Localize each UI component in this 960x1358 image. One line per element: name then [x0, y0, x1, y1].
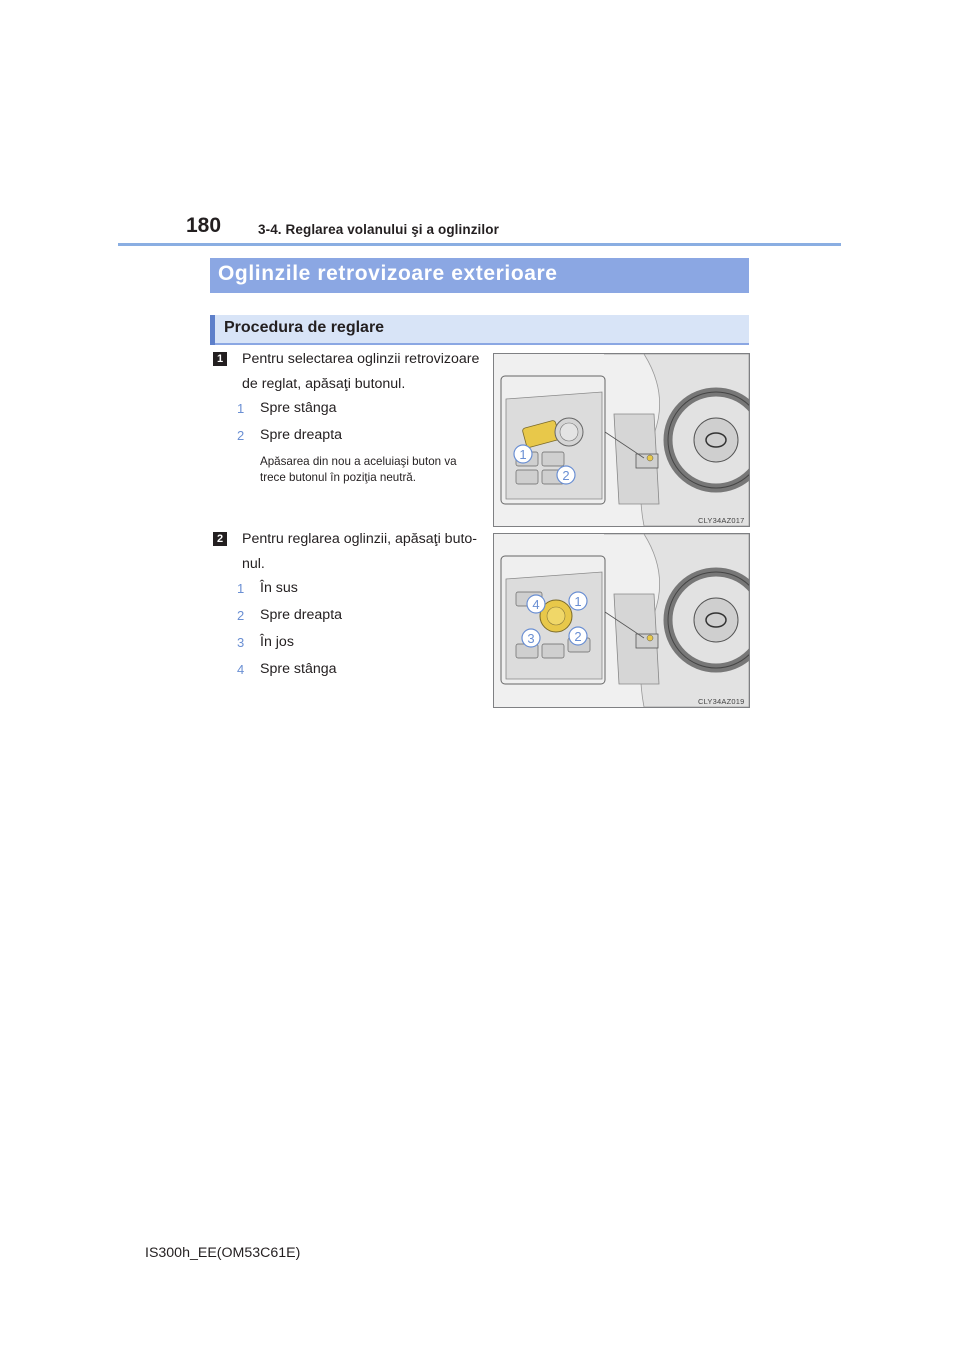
step-2-item-2-number: 2: [237, 608, 245, 623]
step-2-callout-3: 3: [527, 631, 535, 646]
step-1-illustration: [493, 353, 750, 527]
step-2-item-4-label: Spre stânga: [260, 661, 337, 677]
section-title-band: [210, 258, 749, 293]
step-2-item-4-number: 4: [237, 662, 245, 677]
step-2-figure-code: CLY34AZ019: [698, 697, 745, 706]
step-2-item-1-label: În sus: [260, 580, 298, 596]
subsection-title: Procedura de reglare: [224, 319, 385, 336]
step-1-text-line2: de reglat, apăsaţi butonul.: [242, 376, 406, 392]
header-rule: [118, 243, 841, 246]
door-switch-illustration-2: [494, 534, 749, 707]
section-title: Oglinzile retrovizoare exterioare: [218, 262, 558, 285]
step-1-item-2-number: 2: [237, 428, 245, 443]
step-2-callout-2: 2: [574, 629, 582, 644]
step-1-callout-1: 1: [519, 447, 527, 462]
step-1-item-1-label: Spre stânga: [260, 400, 337, 416]
door-switch-illustration-1: [494, 354, 749, 526]
footer-model-code: IS300h_EE(OM53C61E): [145, 1245, 301, 1261]
step-2-callout-4: 4: [532, 597, 540, 612]
step-2-item-3-number: 3: [237, 635, 245, 650]
step-1-note-line1: Apăsarea din nou a aceluiaşi buton va: [260, 455, 457, 468]
step-1-figure-code: CLY34AZ017: [698, 516, 745, 525]
step-1-callout-2: 2: [562, 468, 570, 483]
subsection-title-band: [210, 315, 749, 345]
step-2-text-line2: nul.: [242, 556, 265, 572]
section-header: 3-4. Reglarea volanului şi a oglinzilor: [258, 222, 499, 237]
step-1-marker: 1: [213, 352, 227, 366]
step-1-item-2-label: Spre dreapta: [260, 427, 343, 443]
step-2-callout-1: 1: [574, 594, 582, 609]
step-2-item-2-label: Spre dreapta: [260, 607, 343, 623]
subsection-accent-bar: [210, 315, 215, 345]
step-2-illustration: [493, 533, 750, 708]
step-2-item-1-number: 1: [237, 581, 245, 596]
page-number: 180: [186, 214, 222, 237]
step-1-text-line1: Pentru selectarea oglinzii retrovizoare: [242, 351, 480, 367]
step-1-item-1-number: 1: [237, 401, 245, 416]
step-2-text-line1: Pentru reglarea oglinzii, apăsaţi buto-: [242, 531, 478, 547]
step-2-item-3-label: În jos: [260, 634, 294, 650]
step-2-marker: 2: [213, 532, 227, 546]
step-1-note-line2: trece butonul în poziţia neutră.: [260, 471, 416, 484]
